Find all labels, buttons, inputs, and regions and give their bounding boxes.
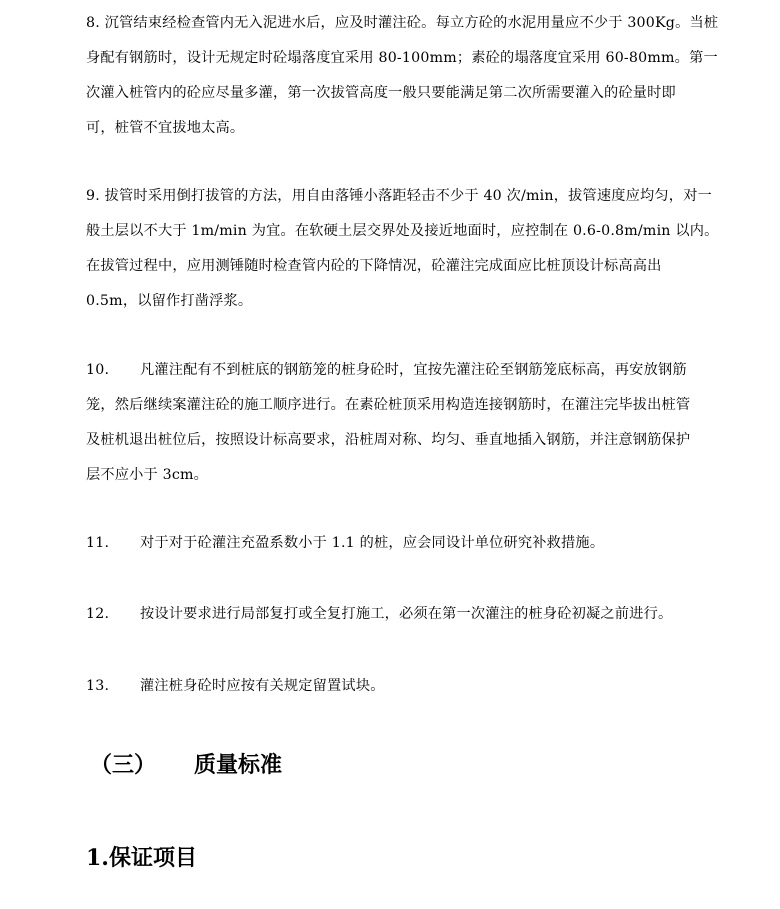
item-number: 10. [86,362,110,378]
subsection-title: 保证项目 [108,846,197,871]
section-title: 质量标准 [194,753,283,778]
section-heading [90,746,282,786]
list-item-13 [86,669,736,704]
item-line: 0.5m，以留作打凿浮浆。 [86,293,253,309]
item-line: 灌注桩身砼时应按有关规定留置试块。 [140,678,385,694]
list-item-11 [86,526,736,561]
item-line: 沉管结束经检查管内无入泥进水后，应及时灌注砼。每立方砼的水泥用量应不少于 300Kg。当桩 [104,15,719,31]
item-line: 笼，然后继续案灌注砼的施工顺序进行。在素砼桩顶采用构造连接钢筋时，在灌注完毕拔出桩管 [86,397,691,413]
list-item-12 [86,597,736,632]
item-line: 凡灌注配有不到桩底的钢筋笼的桩身砼时，宜按先灌注砼至钢筋笼底标高，再安放钢筋 [140,362,687,378]
item-line: 层不应小于 3cm。 [86,467,209,483]
section-number: （三） [90,753,157,778]
item-line: 拔管时采用倒打拔管的方法，用自由落锤小落距轻击不少于 40 次/min，拔管速度应均匀，对一 [104,188,712,204]
item-line: 般土层以不大于 1m/min 为宜。在软硬土层交界处及接近地面时，应控制在 0.6-0.8m/min 以内。 [86,223,719,239]
item-number: 11. [86,535,110,551]
list-item-10 [86,353,736,493]
item-number: 9. [86,188,100,204]
item-number: 8. [86,15,100,31]
item-line: 按设计要求进行局部复打或全复打施工，必须在第一次灌注的桩身砼初凝之前进行。 [140,606,673,622]
item-number: 13. [86,678,110,694]
item-number: 12. [86,606,110,622]
subsection-heading [86,838,197,879]
list-item-8 [86,6,736,146]
item-line: 身配有钢筋时，设计无规定时砼塌落度宜采用 80-100mm；素砼的塌落度宜采用 60-80mm。第一 [86,50,718,66]
subsection-number: 1. [86,845,109,871]
item-line: 可，桩管不宜拔地太高。 [86,120,245,136]
item-line: 次灌入桩管内的砼应尽量多灌，第一次拔管高度一般只要能满足第二次所需要灌入的砼量时即 [86,85,676,101]
item-line: 在拔管过程中，应用测锤随时检查管内砼的下降情况，砼灌注完成面应比桩顶设计标高高出 [86,258,662,274]
list-item-9 [86,179,736,319]
item-line: 对于对于砼灌注充盈系数小于 1.1 的桩，应会同设计单位研究补救措施。 [140,535,605,551]
item-line: 及桩机退出桩位后，按照设计标高要求，沿桩周对称、均匀、垂直地插入钢筋，并注意钢筋保护 [86,432,691,448]
